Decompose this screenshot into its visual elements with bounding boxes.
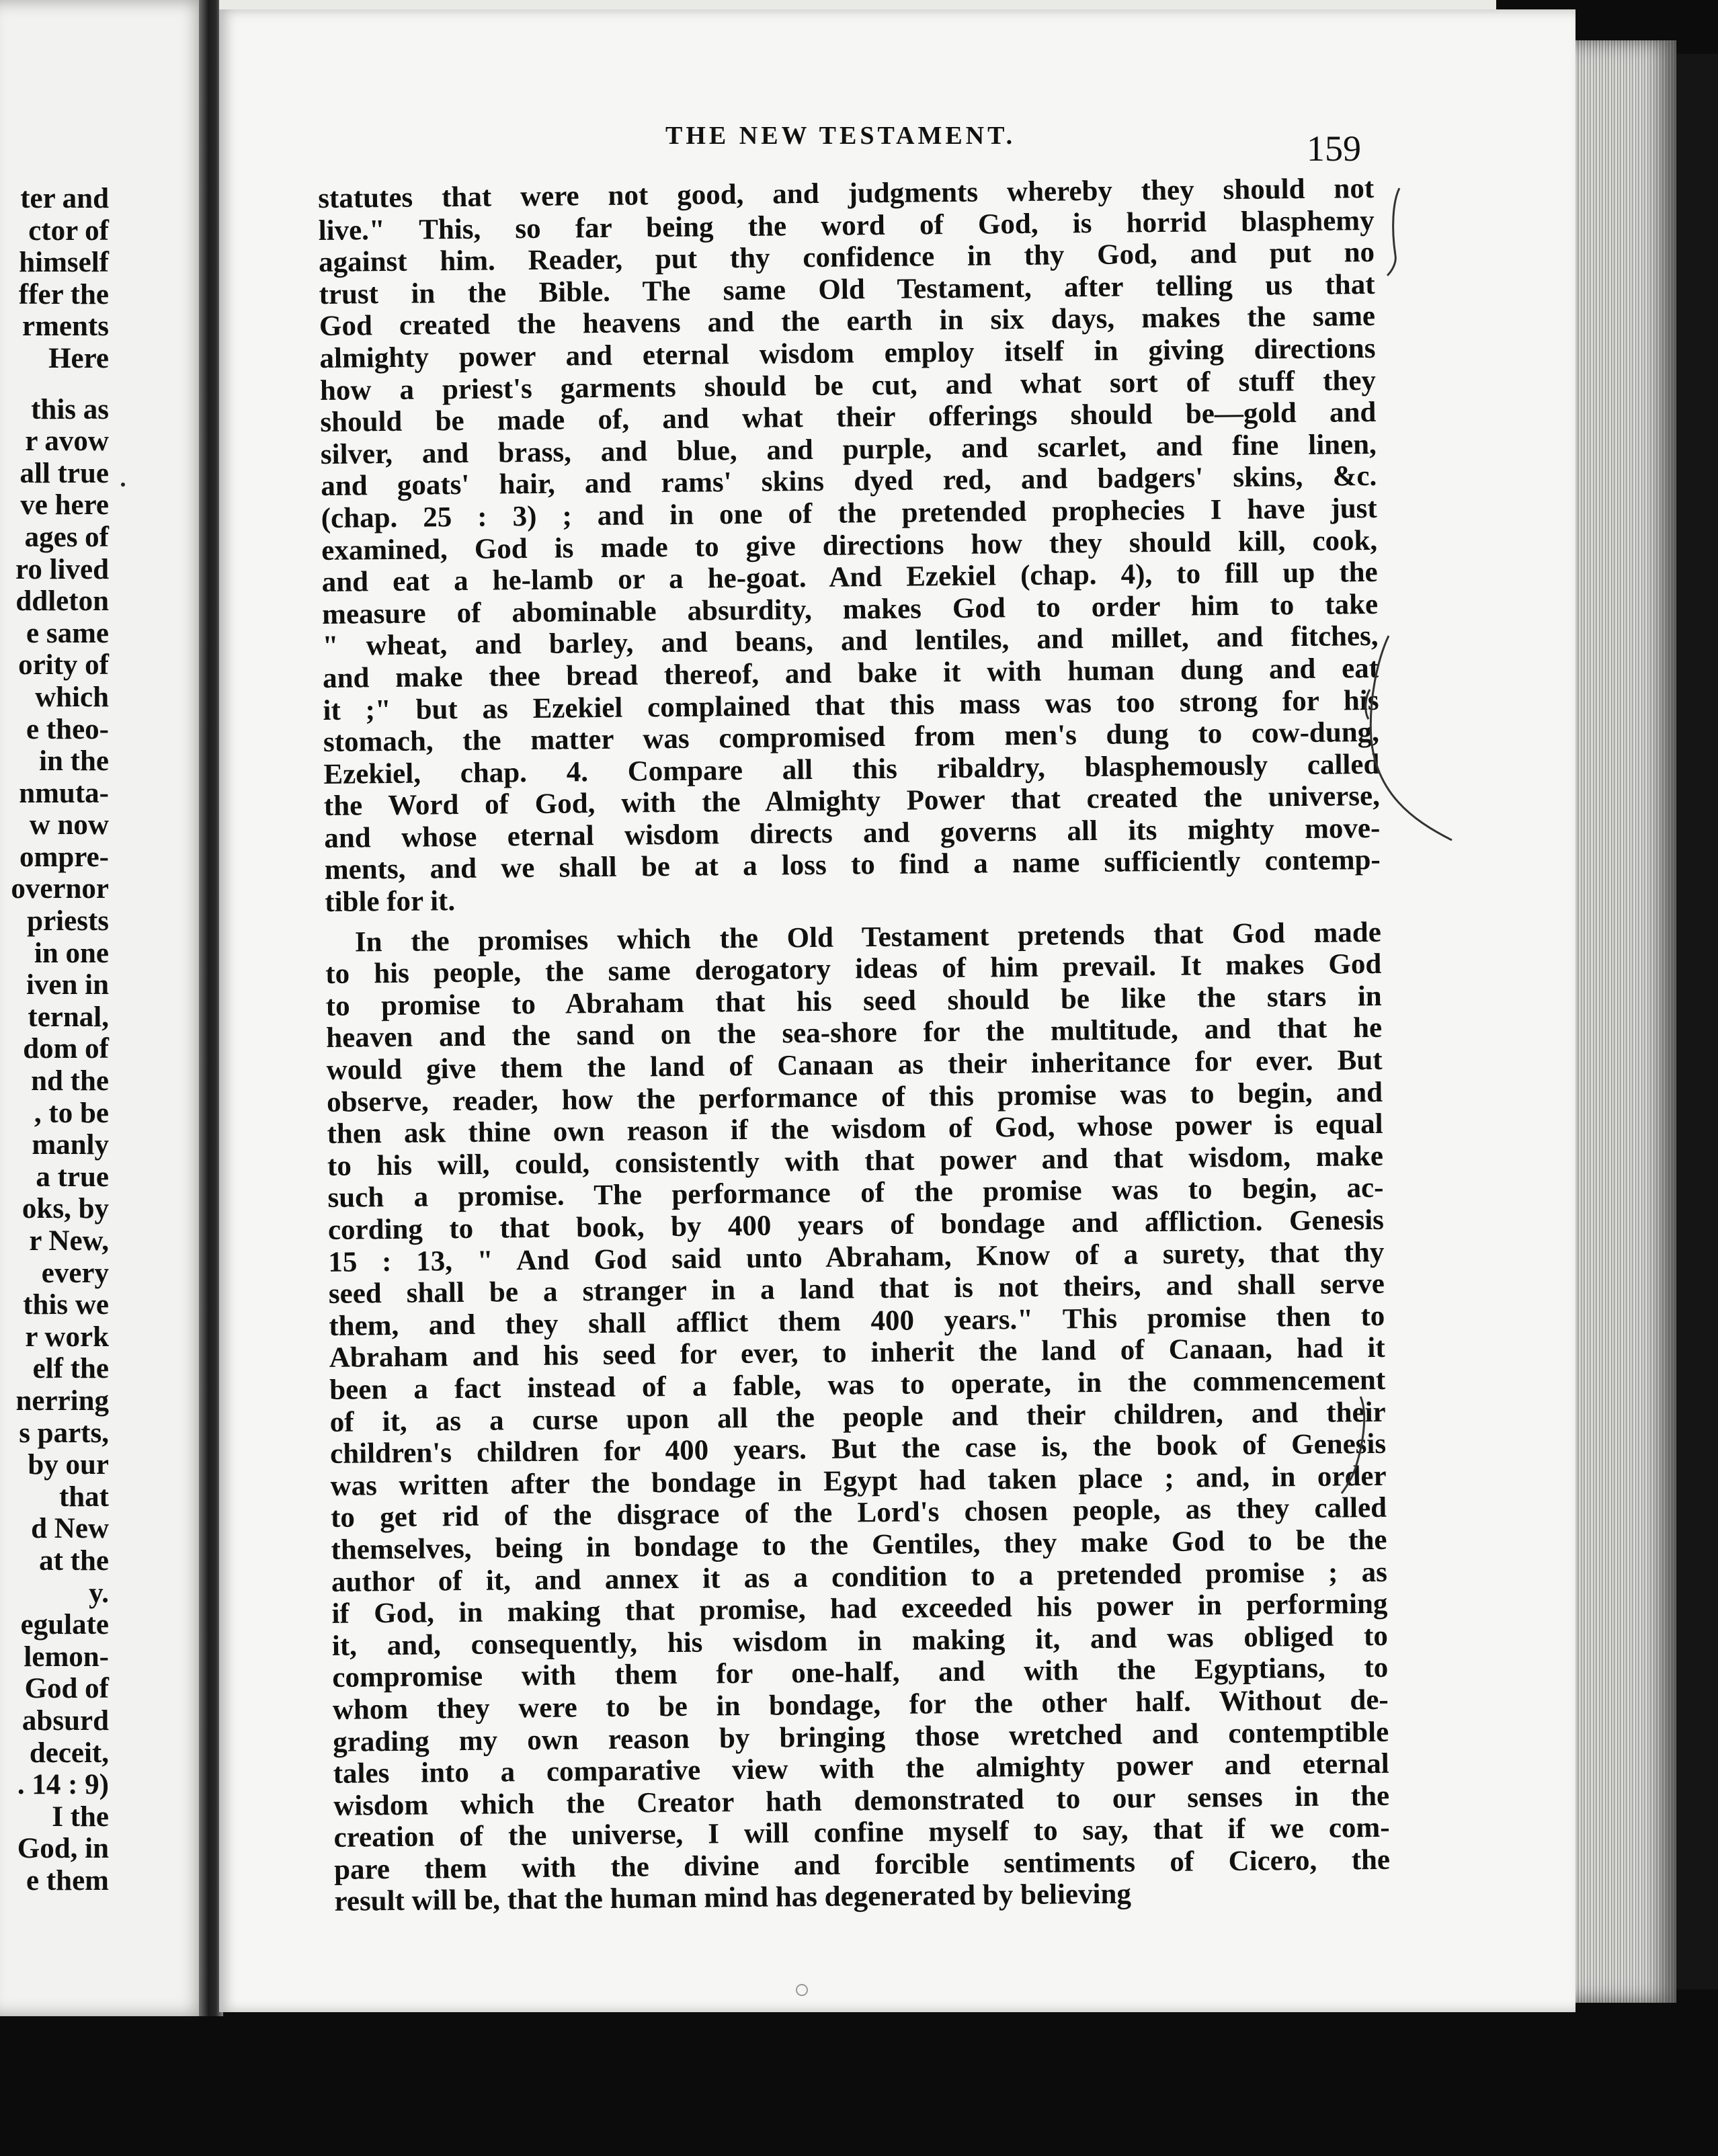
text-line: was written after the bondage in Egypt had taken place ; and, in order (330, 1460, 1387, 1502)
facing-page-line: e same (26, 617, 109, 649)
text-line: Ezekiel, chap. 4. Compare all this ribaldry, blasphemously called (323, 748, 1380, 790)
text-line: themselves, being in bondage to the Gentiles, they make God to be the (331, 1524, 1387, 1566)
facing-page-line: e them (26, 1864, 109, 1897)
facing-page-line: overnor (11, 873, 109, 905)
facing-page-line (0, 375, 109, 394)
body-text (318, 173, 1391, 1918)
facing-page-line: absurd (22, 1704, 109, 1737)
facing-page-line: r avow (25, 425, 109, 458)
text-line: God created the heavens and the earth in six days, makes the same (319, 300, 1376, 343)
text-line: children's children for 400 years. But the case is, the book of Genesis (329, 1427, 1387, 1470)
text-line: then ask thine own reason if the wisdom of God, whose power is equal (327, 1108, 1383, 1151)
facing-page-line: which (35, 681, 109, 713)
facing-page-line: e theo- (26, 713, 109, 745)
ink-dot (121, 483, 125, 487)
facing-page-line: ages of (24, 521, 109, 553)
facing-page-line: w now (29, 809, 109, 841)
text-line: seed shall be a stranger in a land that is not theirs, and shall serve (328, 1268, 1385, 1311)
text-line: live." This, so far being the word of God, is horrid blasphemy (318, 204, 1375, 247)
text-line: Abraham and his seed for ever, to inherit the land of Canaan, had it (329, 1332, 1385, 1374)
facing-page-line: ompre- (19, 841, 109, 873)
facing-page-line: a true (36, 1161, 109, 1193)
text-line: to his will, could, consistently with that power and that wisdom, make (327, 1140, 1384, 1182)
facing-page-line: all true (19, 457, 109, 489)
text-line: to his people, the same derogatory ideas of him prevail. It makes God (325, 948, 1382, 991)
text-line: such a promise. The performance of the promise was to begin, ac- (327, 1172, 1384, 1214)
text-line: tales into a comparative view with the almighty power and eternal (333, 1747, 1389, 1790)
facing-page-line: ority of (18, 649, 109, 681)
text-line: it ;" but as Ezekiel complained that this mass was too strong for his (323, 684, 1379, 727)
facing-page-line: in one (34, 937, 109, 969)
facing-page-line: r New, (29, 1225, 109, 1257)
facing-page-line: Here (48, 342, 109, 374)
text-line: would give them the land of Canaan as their inheritance for ever. But (326, 1044, 1383, 1086)
text-line: statutes that were not good, and judgments whereby they should not (318, 172, 1375, 214)
facing-page-line: every (41, 1257, 109, 1289)
text-line: and make thee bread thereof, and bake it with human dung and eat (322, 652, 1379, 694)
facing-page-line: iven in (26, 969, 109, 1001)
text-line: against him. Reader, put thy confidence in thy God, and put no (318, 237, 1375, 279)
text-line: result will be, that the human mind has degenerated by believing (334, 1878, 1132, 1918)
text-line: them, and they shall afflict them 400 years." This promise then to (329, 1300, 1385, 1342)
facing-page-line: ter and (20, 183, 109, 214)
facing-page-line: rments (22, 310, 109, 343)
text-line: how a priest's garments should be cut, and what sort of stuff they (319, 364, 1377, 407)
text-line: pare them with the divine and forcible sentiments of Cicero, the (333, 1843, 1391, 1886)
text-line: author of it, and annex it as a condition to a pretended promise ; as (331, 1556, 1388, 1598)
facing-page-line: that (58, 1481, 109, 1513)
text-line: trust in the Bible. The same Old Testament, after telling us that (319, 268, 1375, 310)
facing-page-line: priests (27, 905, 109, 938)
facing-page-line: ctor of (28, 214, 109, 247)
text-line: almighty power and eternal wisdom employ itself in giving directions (319, 332, 1376, 374)
text-line: it, and, consequently, his wisdom in making it, and was obliged to (331, 1620, 1389, 1662)
paragraph-1 (318, 173, 1381, 919)
facing-page-line: egulate (20, 1609, 109, 1641)
facing-page-line: in the (39, 745, 109, 778)
text-line: " wheat, and barley, and beans, and lentiles, and millet, and fitches, (322, 620, 1379, 663)
text-line: and goats' hair, and rams' skins dyed red, and badgers' skins, &c. (321, 460, 1377, 503)
page-number: 159 (1307, 128, 1361, 169)
text-line: measure of abominable absurdity, makes God to order him to take (321, 588, 1379, 630)
facing-page-line: oks, by (22, 1193, 109, 1225)
facing-page-line: s parts, (19, 1417, 109, 1449)
facing-page-line: ro lived (15, 553, 109, 585)
facing-page-line: manly (32, 1129, 109, 1161)
text-line: ments, and we shall be at a loss to find a name sufficiently contemp- (324, 844, 1381, 886)
paper-speck (796, 1984, 808, 1996)
facing-page-line: nerring (15, 1384, 109, 1417)
facing-page-text (0, 183, 109, 1897)
text-line: 15 : 13, " And God said unto Abraham, Know of a surety, that thy (328, 1236, 1385, 1278)
text-line: if God, in making that promise, had exceeded his power in performing (331, 1587, 1388, 1630)
paragraph-2 (325, 917, 1391, 1918)
stacked-page-edges (1576, 40, 1676, 2003)
text-line: grading my own reason by bringing those wretched and contemptible (333, 1716, 1389, 1758)
text-line: to get rid of the disgrace of the Lord's chosen people, as they called (330, 1492, 1387, 1534)
book-cover-edge (1676, 54, 1718, 1989)
facing-page-line: ternal, (28, 1001, 109, 1033)
text-line: tible for it. (325, 885, 456, 919)
facing-page-line: r work (25, 1321, 109, 1353)
facing-page-line: elf the (32, 1353, 109, 1385)
text-line: stomach, the matter was compromised from men's dung to cow-dung, (323, 716, 1380, 759)
text-line: silver, and brass, and blue, and purple, and scarlet, and fine linen, (320, 428, 1377, 470)
text-line: creation of the universe, I will confine myself to say, that if we com- (333, 1812, 1390, 1854)
text-line: to promise to Abraham that his seed should be like the stars in (325, 980, 1382, 1022)
facing-page-line: y. (89, 1577, 109, 1609)
facing-page-line: I the (52, 1800, 109, 1833)
facing-page-line: this as (31, 393, 109, 425)
text-line: the Word of God, with the Almighty Power that created the universe, (323, 780, 1381, 823)
facing-page-line: God of (24, 1673, 109, 1705)
facing-page-line: nd the (31, 1065, 109, 1097)
facing-page-line: at the (39, 1544, 109, 1577)
text-line: and eat a he-lamb or a he-goat. And Ezekiel (chap. 4), to fill up the (321, 556, 1378, 599)
text-line: cording to that book, by 400 years of bondage and affliction. Genesis (327, 1204, 1385, 1246)
facing-page-line: deceit, (29, 1737, 109, 1769)
facing-page-line: this we (23, 1289, 109, 1321)
text-line: wisdom which the Creator hath demonstrated to our senses in the (333, 1780, 1390, 1822)
text-line: of it, as a curse upon all the people and their children, and their (329, 1396, 1386, 1438)
text-line: In the promises which the Old Testament pretends that God made (354, 916, 1382, 958)
running-head: THE NEW TESTAMENT. (665, 122, 1016, 150)
text-line: examined, God is made to give directions how they should kill, cook, (321, 524, 1378, 567)
text-line: heaven and the sand on the sea-shore for the multitude, and that he (325, 1012, 1383, 1054)
text-line: whom they were to be in bondage, for the other half. Without de- (332, 1684, 1389, 1726)
facing-page-line: , to be (34, 1097, 109, 1129)
facing-page-line: himself (19, 247, 109, 279)
text-line: compromise with them for one-half, and with the Egyptians, to (332, 1652, 1389, 1694)
facing-page-line: d New (31, 1513, 109, 1545)
facing-page-line: God, in (17, 1833, 109, 1865)
facing-page-line: nmuta- (19, 777, 109, 809)
facing-page-line: by our (28, 1449, 109, 1481)
facing-page-left (0, 0, 210, 2016)
facing-page-line: lemon- (24, 1641, 109, 1673)
text-line: (chap. 25 : 3) ; and in one of the pretended prophecies I have just (321, 492, 1377, 534)
text-line: been a fact instead of a fable, was to operate, in the commencement (329, 1364, 1386, 1406)
facing-page-line: dom of (23, 1033, 109, 1065)
text-line: observe, reader, how the performance of this promise was to begin, and (326, 1076, 1383, 1118)
facing-page-line: ve here (20, 489, 109, 522)
facing-page-line: ddleton (15, 585, 109, 618)
text-line: should be made of, and what their offerings should be—gold and (320, 397, 1377, 439)
text-line: and whose eternal wisdom directs and governs all its mighty move- (324, 812, 1381, 854)
facing-page-line: . 14 : 9) (17, 1769, 109, 1801)
facing-page-line: ffer the (18, 278, 109, 310)
